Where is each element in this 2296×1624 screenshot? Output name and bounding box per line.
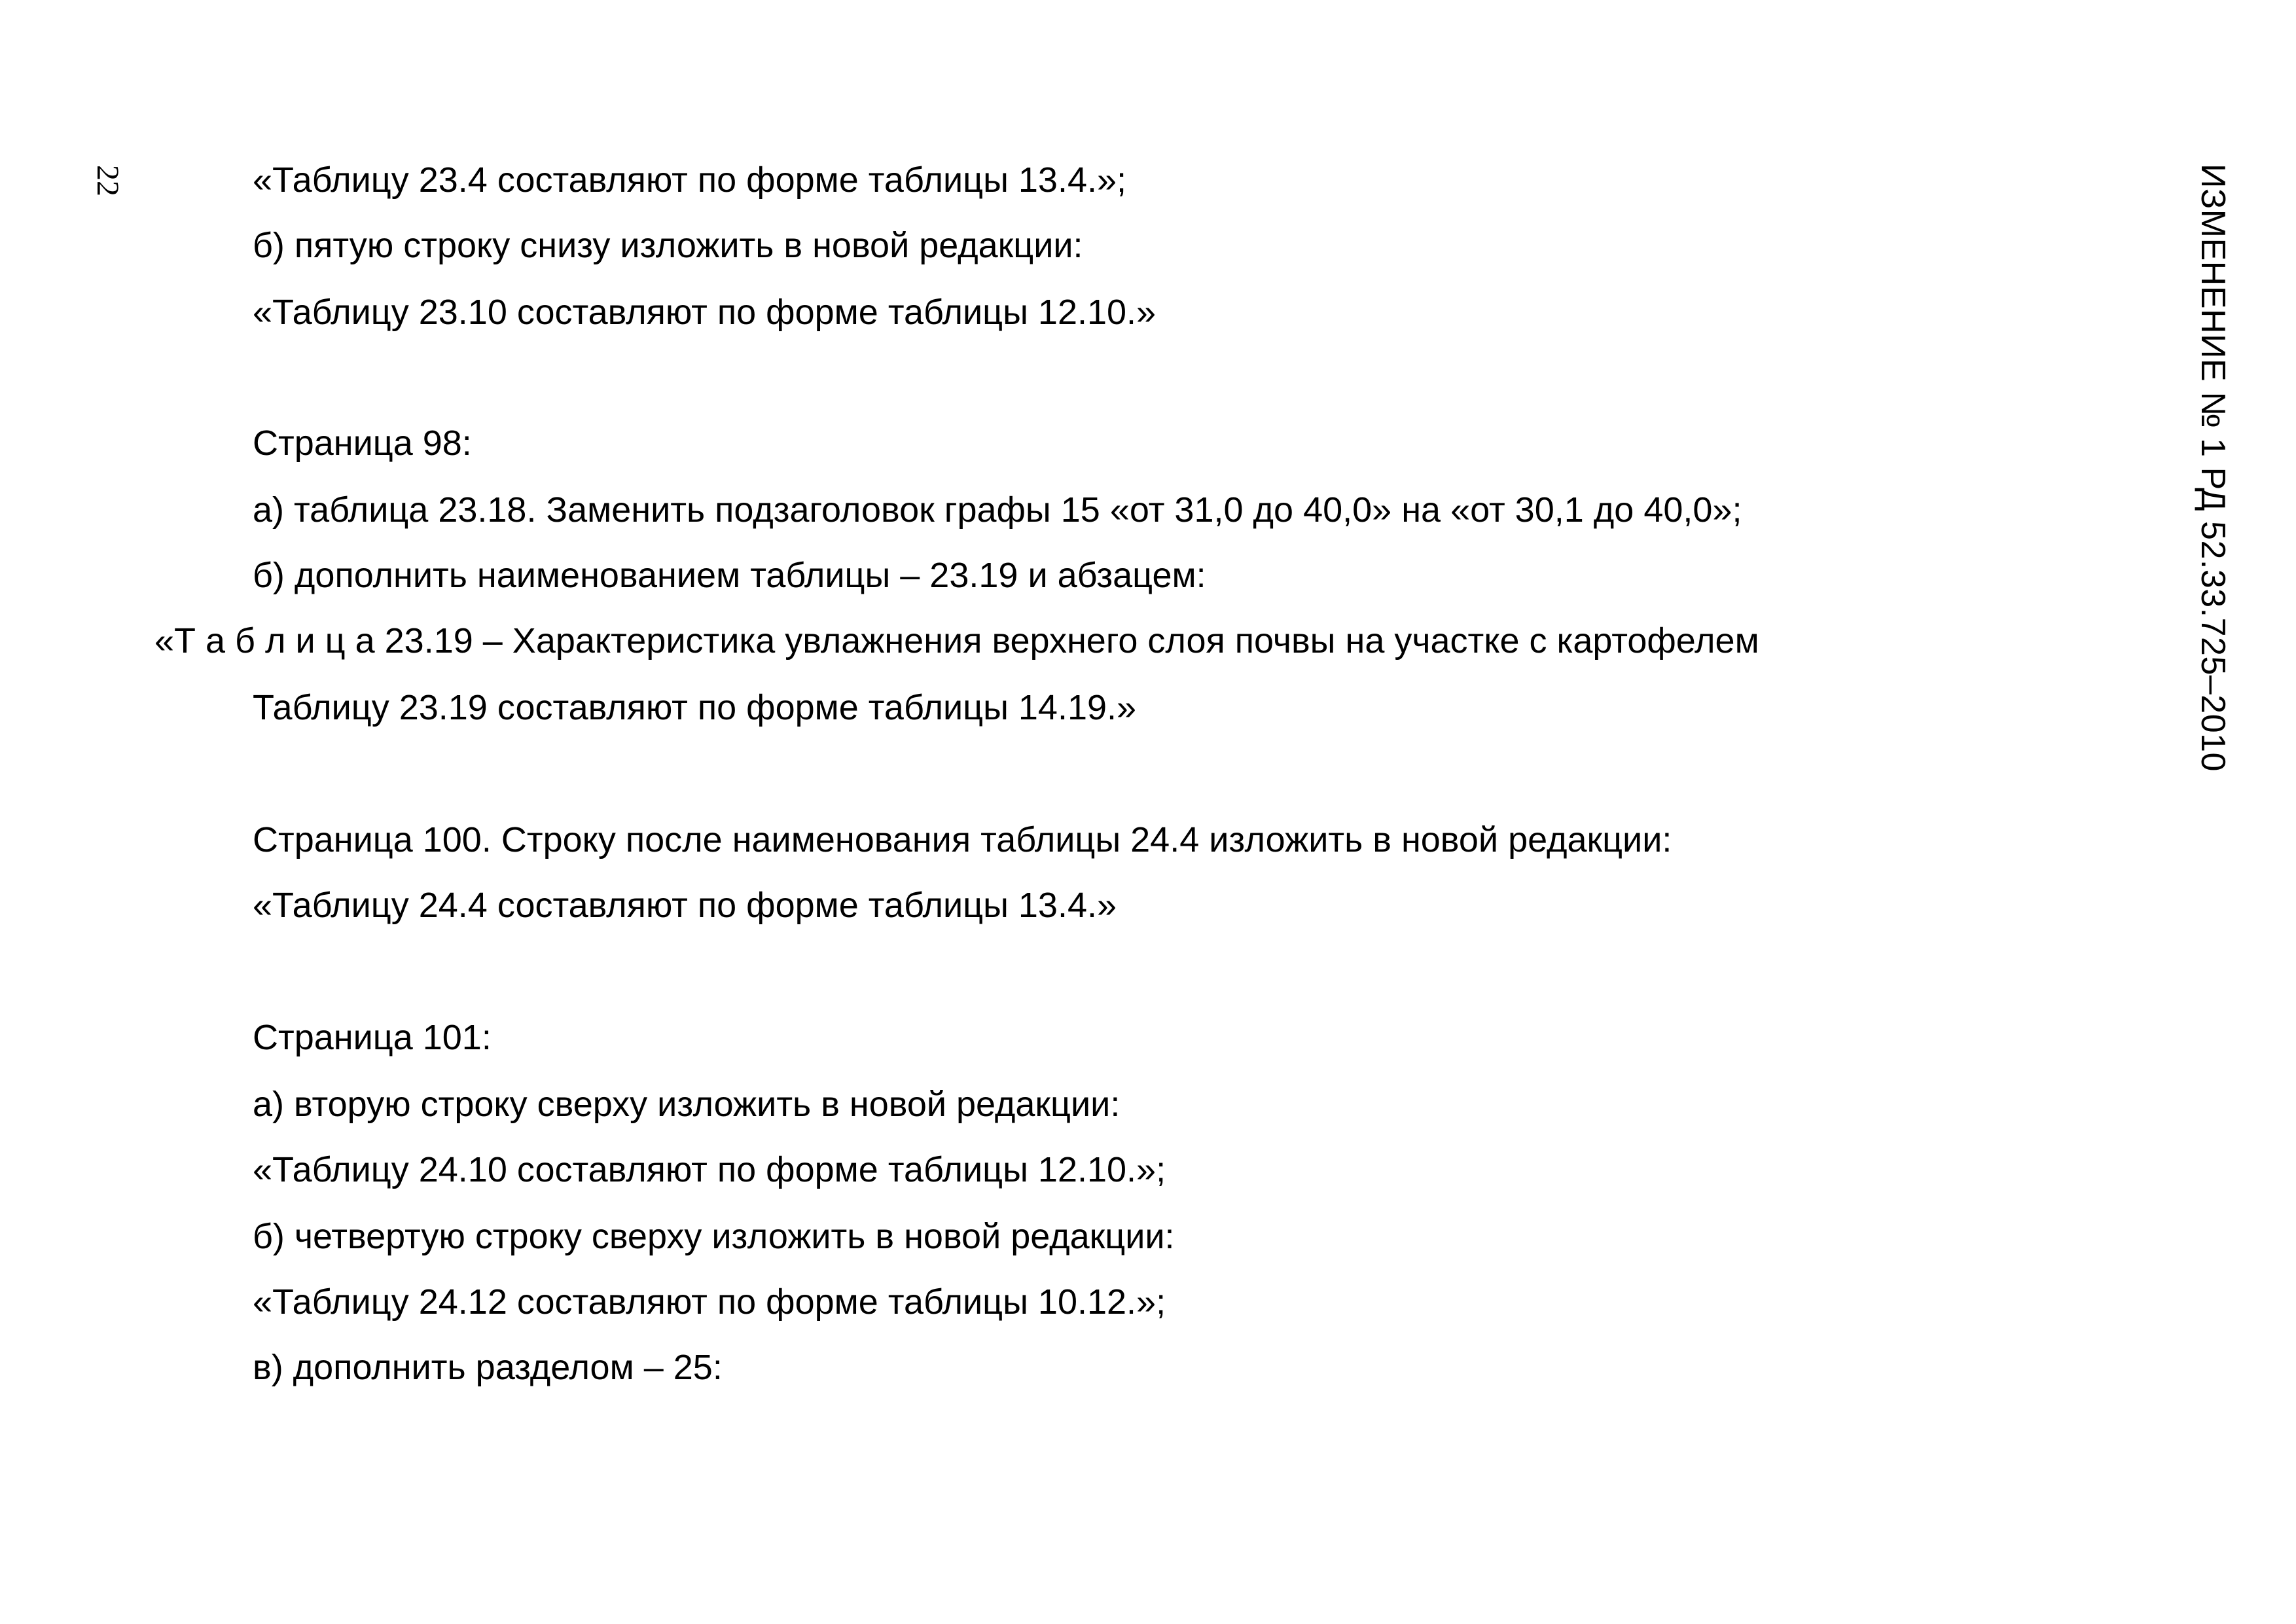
text-line: «Таблицу 24.12 составляют по форме таблицы 10.12.»; bbox=[253, 1282, 1166, 1322]
text-line: «Таблицу 24.4 составляют по форме таблицы 13.4.» bbox=[253, 886, 1117, 925]
text-line: «Таблицу 23.10 составляют по форме таблицы 12.10.» bbox=[253, 293, 1157, 332]
page-number: 22 bbox=[90, 165, 125, 196]
document-side-header: ИЗМЕНЕНИЕ № 1 РД 52.33.725–2010 bbox=[2194, 164, 2232, 772]
text-line: Таблицу 23.19 составляют по форме таблицы 14.19.» bbox=[253, 688, 1137, 727]
text-line: б) дополнить наименованием таблицы – 23.19 и абзацем: bbox=[253, 556, 1206, 595]
text-line: а) вторую строку сверху изложить в новой редакции: bbox=[253, 1085, 1121, 1124]
text-line: б) четвертую строку сверху изложить в новой редакции: bbox=[253, 1217, 1175, 1256]
text-line: «Таблицу 23.4 составляют по форме таблицы 13.4.»; bbox=[253, 160, 1127, 200]
text-line: в) дополнить разделом – 25: bbox=[253, 1348, 723, 1387]
text-line: а) таблица 23.18. Заменить подзаголовок графы 15 «от 31,0 до 40,0» на «от 30,1 до 40,0»; bbox=[253, 490, 1742, 530]
text-line: б) пятую строку снизу изложить в новой редакции: bbox=[253, 226, 1083, 265]
table-title-line: «Т а б л и ц а 23.19 – Характеристика увлажнения верхнего слоя почвы на участке с картофелем bbox=[154, 621, 1759, 660]
text-line: Страница 100. Строку после наименования таблицы 24.4 изложить в новой редакции: bbox=[253, 820, 1672, 859]
text-line: «Таблицу 24.10 составляют по форме таблицы 12.10.»; bbox=[253, 1150, 1166, 1189]
text-line: Страница 101: bbox=[253, 1018, 492, 1057]
text-line: Страница 98: bbox=[253, 424, 472, 463]
